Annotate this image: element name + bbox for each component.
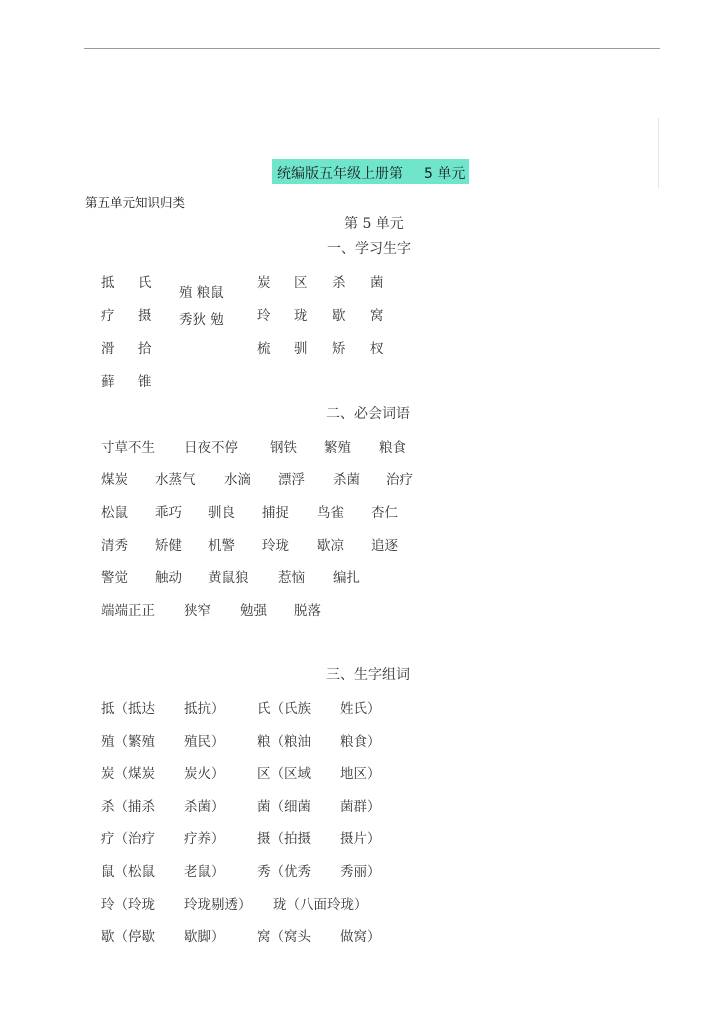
compound-cell: 疗（治疗 [101, 831, 155, 847]
word-cell: 编扎 [333, 570, 360, 586]
compound-cell: 姓氏） [340, 701, 381, 717]
char-cell: 锥 [138, 374, 152, 390]
word-cell: 寸草不生 [101, 440, 155, 456]
word-cell: 端端正正 [101, 603, 155, 619]
compound-cell: 殖民） [184, 734, 225, 750]
banner-unit-number: 5 单元 [424, 166, 466, 182]
char-cell: 玲 [257, 308, 271, 324]
header-rule [84, 48, 660, 49]
unit-heading: 第 5 单元 [344, 216, 404, 232]
compound-cell: 殖（繁殖 [101, 734, 155, 750]
compound-cell: 玲（玲珑 [101, 897, 155, 913]
compound-cell: 炭火） [184, 766, 225, 782]
compound-cell: 秀（优秀 [257, 864, 311, 880]
word-cell: 水蒸气 [155, 472, 196, 488]
char-cell: 驯 [294, 341, 308, 357]
word-cell: 追逐 [371, 538, 398, 554]
word-cell: 驯良 [208, 505, 235, 521]
word-cell: 玲珑 [262, 538, 289, 554]
banner-title: 统编版五年级上册第 [277, 166, 403, 182]
compound-cell: 摄（拍摄 [257, 831, 311, 847]
word-cell: 惹恼 [278, 570, 305, 586]
word-cell: 警觉 [101, 570, 128, 586]
char-cell: 拾 [138, 341, 152, 357]
compound-cell: 窝（窝头 [257, 929, 311, 945]
compound-cell: 疗养） [184, 831, 225, 847]
char-cell: 区 [294, 275, 308, 291]
compound-cell: 杀菌） [184, 799, 225, 815]
compound-cell: 摄片） [340, 831, 381, 847]
word-cell: 勉强 [240, 603, 267, 619]
section-heading-key-words: 二、必会词语 [326, 406, 410, 422]
section-heading-learn-characters: 一、学习生字 [327, 241, 411, 257]
word-cell: 治疗 [386, 472, 413, 488]
char-cell: 珑 [294, 308, 308, 324]
compound-cell: 歇（停歇 [101, 929, 155, 945]
compound-cell: 珑（八面玲珑） [273, 897, 368, 913]
word-cell: 狭窄 [184, 603, 211, 619]
page-edge-line [658, 118, 659, 188]
char-cell: 藓 [101, 374, 115, 390]
char-cell: 炭 [257, 275, 271, 291]
char-cell: 歇 [332, 308, 346, 324]
compound-cell: 做窝） [340, 929, 381, 945]
char-cell: 菌 [370, 275, 384, 291]
word-cell: 黄鼠狼 [208, 570, 249, 586]
word-cell: 歇凉 [317, 538, 344, 554]
char-cell: 氏 [138, 275, 152, 291]
document-title: 第五单元知识归类 [85, 195, 186, 210]
word-cell: 粮食 [379, 440, 406, 456]
char-cell: 秀狄 勉 [179, 312, 224, 328]
word-cell: 杀菌 [333, 472, 360, 488]
char-cell: 疗 [101, 308, 115, 324]
word-cell: 清秀 [101, 538, 128, 554]
word-cell: 乖巧 [155, 505, 182, 521]
word-cell: 漂浮 [278, 472, 305, 488]
compound-cell: 歇脚） [184, 929, 225, 945]
compound-cell: 菌（细菌 [257, 799, 311, 815]
compound-cell: 秀丽） [340, 864, 381, 880]
char-cell: 殖 粮鼠 [179, 285, 224, 301]
compound-cell: 炭（煤炭 [101, 766, 155, 782]
char-cell: 杀 [332, 275, 346, 291]
word-cell: 煤炭 [101, 472, 128, 488]
char-cell: 杈 [370, 341, 384, 357]
compound-cell: 粮食） [340, 734, 381, 750]
char-cell: 窝 [370, 308, 384, 324]
char-cell: 矫 [332, 341, 346, 357]
compound-cell: 菌群） [340, 799, 381, 815]
word-cell: 捕捉 [262, 505, 289, 521]
word-cell: 松鼠 [101, 505, 128, 521]
char-cell: 梳 [257, 341, 271, 357]
compound-cell: 地区） [340, 766, 381, 782]
word-cell: 脱落 [294, 603, 321, 619]
word-cell: 鸟雀 [317, 505, 344, 521]
compound-cell: 粮（粮油 [257, 734, 311, 750]
compound-cell: 玲珑剔透） [184, 897, 252, 913]
word-cell: 机警 [208, 538, 235, 554]
char-cell: 抵 [101, 275, 115, 291]
char-cell: 摄 [138, 308, 152, 324]
word-cell: 水滴 [224, 472, 251, 488]
char-cell: 滑 [101, 341, 115, 357]
word-cell: 触动 [155, 570, 182, 586]
compound-cell: 鼠（松鼠 [101, 864, 155, 880]
compound-cell: 氏（氏族 [257, 701, 311, 717]
compound-cell: 杀（捕杀 [101, 799, 155, 815]
compound-cell: 老鼠） [184, 864, 225, 880]
word-cell: 繁殖 [324, 440, 351, 456]
word-cell: 杏仁 [371, 505, 398, 521]
section-heading-character-compounds: 三、生字组词 [326, 667, 410, 683]
compound-cell: 区（区域 [257, 766, 311, 782]
compound-cell: 抵抗） [184, 701, 225, 717]
compound-cell: 抵（抵达 [101, 701, 155, 717]
word-cell: 矫健 [155, 538, 182, 554]
word-cell: 日夜不停 [184, 440, 238, 456]
word-cell: 钢铁 [270, 440, 297, 456]
